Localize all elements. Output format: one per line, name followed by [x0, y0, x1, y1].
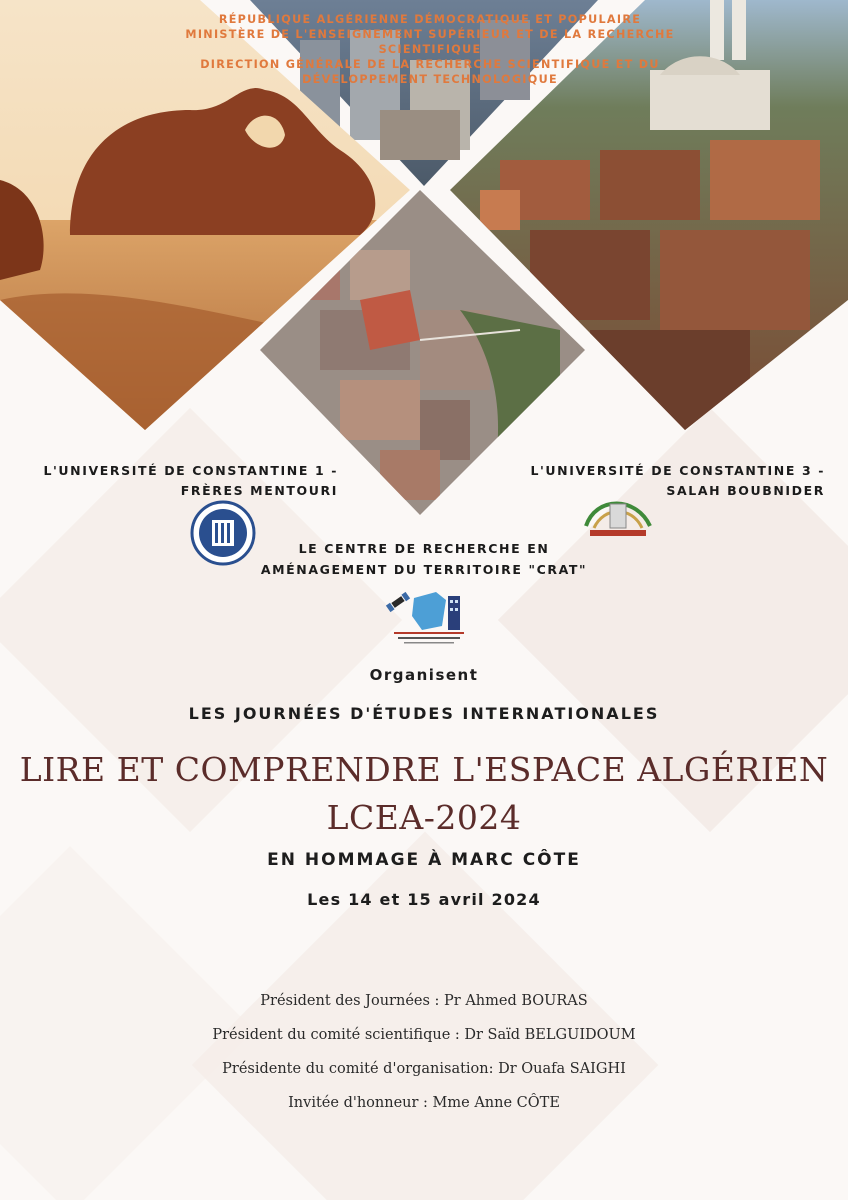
committee-organisation: Présidente du comité d'organisation: Dr Ouafa SAIGHI	[222, 1061, 626, 1077]
event-title-line: LIRE ET COMPRENDRE L'ESPACE ALGÉRIEN	[19, 750, 829, 789]
partner-constantine-3	[505, 461, 825, 501]
event-subtitle: LES JOURNÉES D'ÉTUDES INTERNATIONALES	[188, 704, 660, 723]
event-dates: Les 14 et 15 avril 2024	[307, 890, 541, 909]
partner-constantine-1	[18, 461, 338, 501]
header-line: MINISTÈRE DE L'ENSEIGNEMENT SUPÉRIEUR ET DE LA RECHERCHE	[185, 28, 675, 41]
constantine-3-logo	[576, 486, 660, 542]
event-acronym: LCEA-2024	[326, 798, 522, 837]
event-hommage: EN HOMMAGE À MARC CÔTE	[267, 850, 581, 870]
header-institution	[150, 12, 710, 87]
partner-name-line: AMÉNAGEMENT DU TERRITOIRE "CRAT"	[260, 562, 588, 577]
partner-name-line: L'UNIVERSITÉ DE CONSTANTINE 3 -	[530, 463, 825, 478]
header-line: DÉVELOPPEMENT TECHNOLOGIQUE	[302, 73, 558, 86]
crat-logo	[384, 586, 474, 648]
organisent-label: Organisent	[369, 666, 479, 684]
committee-scientific: Président du comité scientifique : Dr Saïd BELGUIDOUM	[212, 1027, 636, 1043]
committee-president: Président des Journées : Pr Ahmed BOURAS	[260, 993, 588, 1009]
event-title	[0, 746, 848, 842]
partner-name-line: FRÈRES MENTOURI	[180, 483, 338, 498]
partner-name-line: SALAH BOUBNIDER	[666, 483, 825, 498]
partner-crat	[224, 538, 624, 580]
header-line: RÉPUBLIQUE ALGÉRIENNE DÉMOCRATIQUE ET POPULAIRE	[218, 13, 642, 26]
header-line: SCIENTIFIQUE	[378, 43, 482, 56]
guest-of-honour: Invitée d'honneur : Mme Anne CÔTE	[288, 1095, 560, 1111]
committee-list	[0, 988, 848, 1124]
header-line: DIRECTION GÉNÉRALE DE LA RECHERCHE SCIENTIFIQUE ET DU	[200, 58, 660, 71]
partner-name-line: LE CENTRE DE RECHERCHE EN	[298, 541, 550, 556]
partner-name-line: L'UNIVERSITÉ DE CONSTANTINE 1 -	[43, 463, 338, 478]
